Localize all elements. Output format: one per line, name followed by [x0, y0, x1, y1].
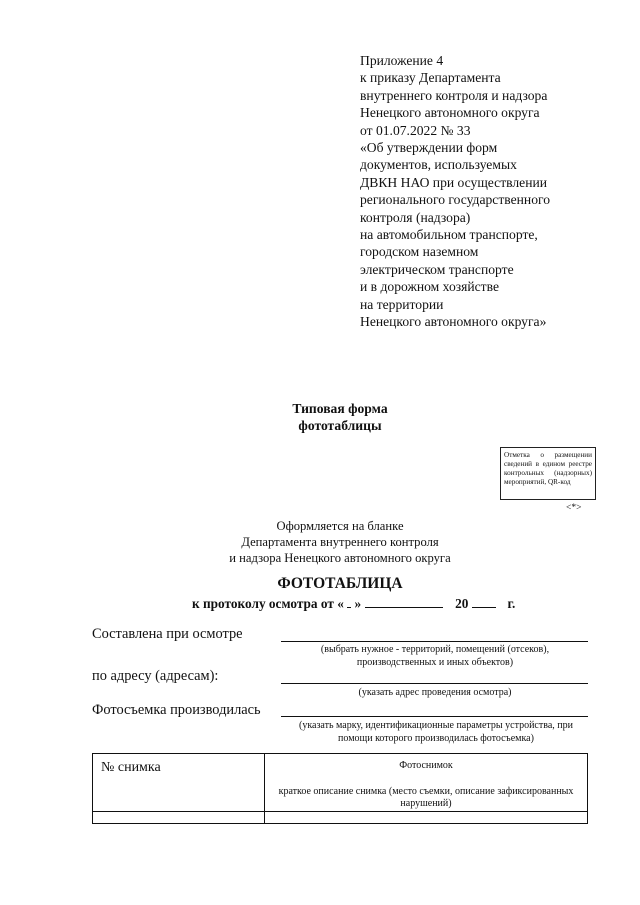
qr-stamp-box — [500, 447, 596, 500]
appendix-line: регионального государственного — [360, 192, 551, 208]
table-header-row — [93, 754, 588, 812]
appendix-line: Приложение 4 — [360, 53, 444, 68]
address-label: по адресу (адресам): — [92, 668, 219, 684]
composed-hint-line: производственных и иных объектов) — [356, 657, 514, 668]
appendix-line: и в дорожном хозяйстве — [360, 279, 499, 295]
form-title — [0, 400, 640, 434]
photo-header-title: Фотоснимок — [399, 760, 453, 771]
form-title-line1: Типовая форма — [292, 401, 388, 416]
appendix-line: документов, используемых — [360, 157, 517, 173]
appendix-line: на территории — [360, 296, 444, 312]
appendix-block — [360, 52, 620, 331]
appendix-line: Ненецкого автономного округа» — [360, 314, 547, 330]
photo-table — [92, 753, 588, 824]
year-blank[interactable] — [472, 595, 496, 608]
photo-hint-line: (указать марку, идентификационные параметры устройства, при — [299, 720, 573, 731]
table-cell[interactable] — [265, 811, 588, 823]
appendix-line: «Об утверждении форм — [360, 140, 498, 156]
appendix-line: Ненецкого автономного округа — [360, 105, 540, 121]
address-hint: (указать адрес проведения осмотра) — [358, 687, 512, 698]
year-suffix: г. — [507, 596, 516, 611]
letterhead-note-line: Оформляется на бланке — [276, 519, 404, 533]
composed-hint — [280, 643, 590, 669]
letterhead-note — [0, 519, 640, 566]
appendix-line: городском наземном — [360, 244, 479, 260]
year-prefix: 20 — [455, 596, 469, 611]
appendix-line: контроля (надзора) — [360, 209, 471, 225]
composed-hint-line: (выбрать нужное - территорий, помещений (отсеков), — [320, 644, 550, 655]
table-cell[interactable] — [93, 811, 265, 823]
address-line[interactable] — [281, 683, 588, 684]
day-blank[interactable] — [347, 595, 351, 608]
protocol-date-line — [192, 595, 515, 612]
appendix-line: к приказу Департамента — [360, 70, 501, 86]
document-title: ФОТОТАБЛИЦА — [277, 575, 403, 592]
protocol-text: к протоколу осмотра от « — [192, 596, 344, 611]
photo-hint-line: помощи которого производилась фотосъемка) — [338, 733, 534, 744]
photo-header-desc: краткое описание снимка (место съемки, описание зафиксированных нарушений) — [278, 785, 574, 809]
appendix-line: ДВКН НАО при осуществлении — [360, 174, 548, 190]
form-title-line2: фототаблицы — [298, 418, 382, 433]
photo-number-header: № снимка — [93, 754, 265, 812]
photo-line[interactable] — [281, 716, 588, 717]
photo-header-cell — [265, 754, 588, 812]
appendix-line: электрическом транспорте — [360, 261, 514, 277]
closing-quote: » — [354, 596, 362, 611]
photo-hint — [280, 719, 592, 745]
composed-line[interactable] — [281, 641, 588, 642]
appendix-line: от 01.07.2022 № 33 — [360, 122, 471, 138]
footnote-marker: <*> — [566, 503, 582, 513]
month-blank[interactable] — [365, 595, 443, 608]
composed-label: Составлена при осмотре — [92, 626, 243, 642]
appendix-line: внутреннего контроля и надзора — [360, 87, 548, 103]
photo-label: Фотосъемка производилась — [92, 702, 261, 718]
qr-stamp-text: Отметка о размещении сведений в едином реестре контрольных (надзорных) мероприятий, QR-код — [504, 451, 592, 486]
letterhead-note-line: Департамента внутреннего контроля — [241, 534, 439, 549]
appendix-line: на автомобильном транспорте, — [360, 227, 538, 243]
table-row — [93, 811, 588, 823]
letterhead-note-line: и надзора Ненецкого автономного округа — [229, 550, 451, 565]
